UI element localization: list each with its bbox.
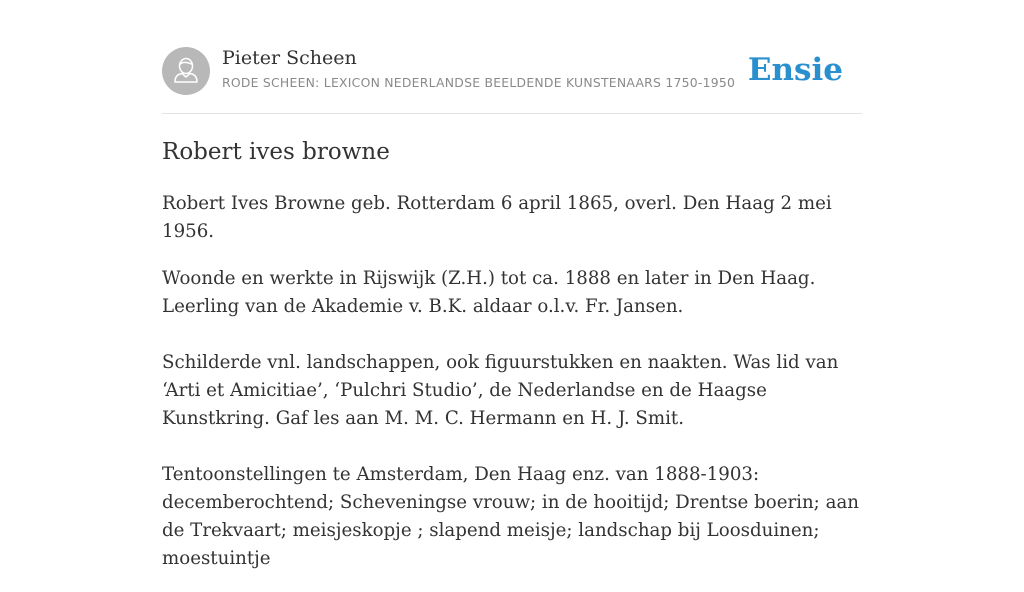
article-paragraph: Schilderde vnl. landschappen, ook figuurstukken en naakten. Was lid van ‘Arti et Amicitiae’, ‘Pulchri Studio’, de Nederlandse en de Haagse Kunstkring. Gaf les aan M. M. C. Hermann en H. J. Smit. xyxy=(162,352,839,429)
article-body xyxy=(162,190,862,592)
author-avatar[interactable] xyxy=(162,47,210,95)
article-paragraph: Woonde en werkte in Rijswijk (Z.H.) tot ca. 1888 en later in Den Haag. Leerling van de Akademie v. B.K. aldaar o.l.v. Fr. Jansen. xyxy=(162,268,816,317)
author-name[interactable]: Pieter Scheen xyxy=(222,47,357,69)
ensie-logo[interactable]: Ensie xyxy=(747,52,843,88)
article-paragraph: Robert Ives Browne geb. Rotterdam 6 april 1865, overl. Den Haag 2 mei 1956. xyxy=(162,193,832,242)
article-paragraph: Tentoonstellingen te Amsterdam, Den Haag enz. van 1888-1903: decemberochtend; Scheveningse vrouw; in de hooitijd; Drentse boerin; aan de Trekvaart; meisjeskopje ; slapend meisje; landschap bij Loosduinen; moestuintje xyxy=(162,464,859,569)
article-header xyxy=(162,0,862,114)
source-name[interactable]: RODE SCHEEN: LEXICON NEDERLANDSE BEELDENDE KUNSTENAARS 1750-1950 xyxy=(222,75,736,90)
page-container xyxy=(162,0,862,569)
article-title: Robert ives browne xyxy=(162,139,390,165)
user-silhouette-icon xyxy=(162,47,210,95)
